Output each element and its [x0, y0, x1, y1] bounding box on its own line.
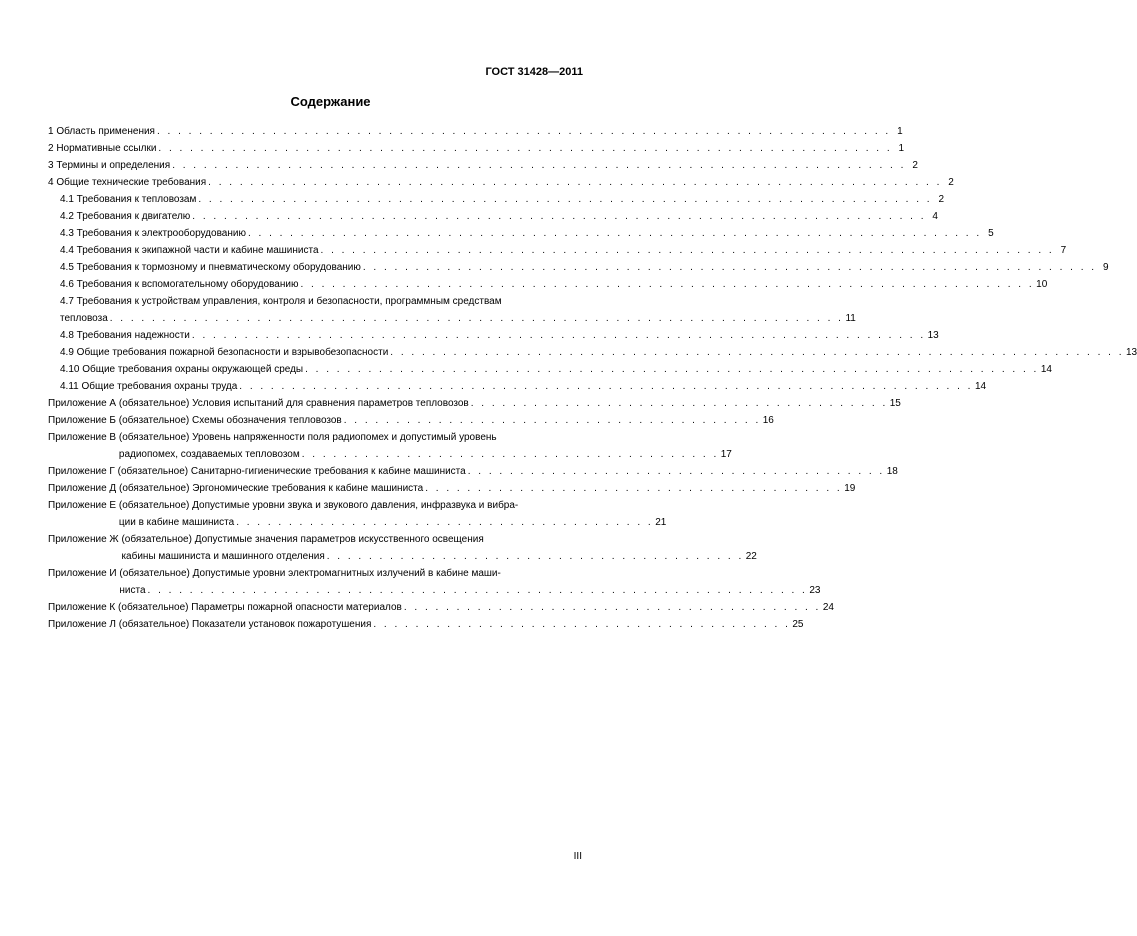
page-title: Содержание — [290, 94, 371, 109]
toc-entry-text: 4.3 Требования к электрооборудованию — [60, 228, 246, 239]
toc-page-number: 21 — [655, 517, 667, 528]
toc-entry-text: 4.11 Общие требования охраны труда — [60, 381, 238, 392]
toc-entry-text: 4 Общие технические требования — [48, 177, 207, 188]
toc-entry-text: 4.2 Требования к двигателю — [60, 211, 191, 222]
toc-page-number: 4 — [932, 211, 938, 222]
toc-page-number: 24 — [822, 602, 834, 613]
toc-page-number: 25 — [792, 619, 804, 630]
appendix-title: (обязательное) Схемы обозначения тепловозов — [118, 415, 342, 426]
appendix-label: Приложение Е — [48, 500, 117, 511]
appendix-title-continuation: ции в кабине машиниста — [118, 517, 235, 528]
table-of-contents: 1 Область применения . . . . . . . . . . . . . . . . . . . . . . . . . . . . . . . . . . . . . . . . . . . . . . . . . . . . . . . . . . . . . . . . . . . . . . 1 2 Нормативные ссылки . . . . . . . . . . . . . . . . . . . . . . . . . . . . . . . . . . . . . . . . . . . . . . . . . . . . . . . . . . . . . . . . . . . . . . 1 3 Термины и определения . . . . . . . . . . . . . . . . . . . . . . . . . . . . . . . . . . . . . . . . . . . . . . . . . . . . . . . . . . . . . . . . . . . . . . 2 4 Общие технические требования . . . . . . . . . . . . . . . . . . . . . . . . . . . . . . . . . . . . . . . . . . . . . . . . . . . . . . . . . . . . . . . . . . . . . . 2 4.1 Требования к тепловозам . . . . . . . . . . . . . . . . . . . . . . . . . . . . . . . . . . . . . . . . . . . . . . . . . . . . . . . . . . . . . . . . . . . . . . 2 4.2 Требования к двигателю . . . . . . . . . . . . . . . . . . . . . . . . . . . . . . . . . . . . . . . . . . . . . . . . . . . . . . . . . . . . . . . . . . . . . . 4 4.3 Требования к электрооборудованию . . . . . . . . . . . . . . . . . . . . . . . . . . . . . . . . . . . . . . . . . . . . . . . . . . . . . . . . . . . . . . . . . . . . . . 5 4.4 Требования к экипажной части и кабине машиниста . . . . . . . . . . . . . . . . . . . . . . . . . . . . . . . . . . . . . . . . . . . . . . . . . . . . . . . . . . . . . . . . . . . . . . 7 4.5 Требования к тормозному и пневматическому оборудованию . . . . . . . . . . . . . . . . . . . . . . . . . . . . . . . . . . . . . . . . . . . . . . . . . . . . . . . . . . . . . . . . . . . . . . 9 4.6 Требования к вспомогательному оборудованию . . . . . . . . . . . . . . . . . . . . . . . . . . . . . . . . . . . . . . . . . . . . . . . . . . . . . . . . . . . . . . . . . . . . . . 10 4.7 Требования к устройствам управления, контроля и безопасности, программным средствам тепловоза . . . . . . . . . . . . . . . . . . . . . . . . . . . . . . . . . . . . . . . . . . . . . . . . . . . . . . . . . . . . . . . . . . . . . . 11 4.8 Требования надежности . . . . . . . . . . . . . . . . . . . . . . . . . . . . . . . . . . . . . . . . . . . . . . . . . . . . . . . . . . . . . . . . . . . . . . 13 4.9 Общие требования пожарной безопасности и взрывобезопасности . . . . . . . . . . . . . . . . . . . . . . . . . . . . . . . . . . . . . . . . . . . . . . . . . . . . . . . . . . . . . . . . . . . . . . 13 4.10 Общие требования охраны окружающей среды . . . . . . . . . . . . . . . . . . . . . . . . . . . . . . . . . . . . . . . . . . . . . . . . . . . . . . . . . . . . . . . . . . . . . . 14 4.11 Общие требования охраны труда . . . . . . . . . . . . . . . . . . . . . . . . . . . . . . . . . . . . . . . . . . . . . . . . . . . . . . . . . . . . . . . . . . . . . . 14 Приложение А (обязательное) Условия испытаний для сравнения параметров тепловозов . . . . . . . . . . . . . . . . . . . . . . . . . . . . . . . . . . . . . . . . 15 Приложение Б (обязательное) Схемы обозначения тепловозов . . . . . . . . . . . . . . . . . . . . . . . . . . . . . . . . . . . . . . . . 16 Приложение В (обязательное) Уровень напряженности поля радиопомех и допустимый уровень радиопомех, создаваемых тепловозом . . . . . . . . . . . . . . . . . . . . . . . . . . . . . . . . . . . . . . . . 17 Приложение Г (обязательное) Санитарно-гигиенические требования к кабине машиниста . . . . . . . . . . . . . . . . . . . . . . . . . . . . . . . . . . . . . . . . 18 Приложение Д (обязательное) Эргономические требования к кабине машиниста . . . . . . . . . . . . . . . . . . . . . . . . . . . . . . . . . . . . . . . . 19 Приложение Е (обязательное) Допустимые уровни звука и звукового давления, инфразвука и вибра- ции в кабине машиниста . . . . . . . . . . . . . . . . . . . . . . . . . . . . . . . . . . . . . . . . 21 Приложение Ж (обязательное) Допустимые значения параметров искусственного освещения кабины машиниста и машинного отделения . . . . . . . . . . . . . . . . . . . . . . . . . . . . . . . . . . . . . . . . 22 Приложение И (обязательное) Допустимые уровни электромагнитных излучений в кабине маши- ниста . . . . . . . . . . . . . . . . . . . . . . . . . . . . . . . . . . . . . . . . . . . . . . . . . . . . . . . . . . . . . . . 23 Приложение К (обязательное) Параметры пожарной опасности материалов . . . . . . . . . . . . . . . . . . . . . . . . . . . . . . . . . . . . . . . . 24 Приложение Л (обязательное) Показатели установок пожаротушения . . . . . . . . . . . . . . . . . . . . . . . . . . . . . . . . . . . . . . . . 25 — [48, 123, 582, 633]
appendix-label: Приложение И — [48, 568, 117, 579]
toc-page-number: 16 — [762, 415, 774, 426]
appendix-title: (обязательное) Параметры пожарной опасности материалов — [118, 602, 402, 613]
appendix-title: (обязательное) Уровень напряженности поля радиопомех и допустимый уровень — [118, 432, 497, 443]
toc-entry-text: 4.1 Требования к тепловозам — [60, 194, 197, 205]
page-number: III — [573, 851, 582, 862]
toc-page-number: 14 — [974, 381, 987, 392]
appendix-title-continuation: ниста — [119, 585, 146, 596]
toc-page-number: 17 — [720, 449, 732, 460]
toc-page-number: 11 — [845, 313, 856, 324]
appendix-title: (обязательное) Допустимые уровни электромагнитных излучений в кабине маши- — [119, 568, 501, 579]
toc-entry-text: 4.8 Требования надежности — [60, 330, 190, 341]
appendix-title: (обязательное) Санитарно-гигиенические требования к кабине машиниста — [117, 466, 466, 477]
appendix-label: Приложение Л — [48, 619, 116, 630]
toc-entry-text: 3 Термины и определения — [48, 160, 171, 171]
toc-entry-text: 4.6 Требования к вспомогательному оборудованию — [60, 279, 299, 290]
toc-page-number: 2 — [948, 177, 954, 188]
toc-page-number: 23 — [809, 585, 821, 596]
toc-entry-text: 4.10 Общие требования охраны окружающей среды — [60, 364, 304, 375]
toc-page-number: 2 — [912, 160, 918, 171]
toc-page-number: 13 — [927, 330, 939, 341]
toc-page-number: 19 — [844, 483, 856, 494]
appendix-title-continuation: радиопомех, создаваемых тепловозом — [118, 449, 300, 460]
appendix-title: (обязательное) Условия испытаний для сравнения параметров тепловозов — [118, 398, 469, 409]
toc-page-number: 5 — [988, 228, 994, 239]
appendix-label: Приложение К — [48, 602, 116, 613]
toc-page-number: 18 — [886, 466, 898, 477]
toc-entry-text: 4.5 Требования к тормозному и пневматическому оборудованию — [60, 262, 361, 273]
toc-entry-text: 1 Область применения — [48, 126, 155, 137]
appendix-label: Приложение Д — [48, 483, 117, 494]
toc-entry-text: 4.7 Требования к устройствам управления, контроля и безопасности, программным средствам — [60, 296, 502, 307]
toc-page-number: 1 — [898, 143, 905, 154]
appendix-label: Приложение А — [48, 398, 117, 409]
toc-entry-continuation: тепловоза — [60, 313, 108, 324]
appendix-label: Приложение Ж — [48, 534, 119, 545]
toc-page-number: 2 — [938, 194, 945, 205]
appendix-title: (обязательное) Допустимые уровни звука и звукового давления, инфразвука и вибра- — [118, 500, 519, 511]
toc-page-number: 15 — [889, 398, 901, 409]
toc-page-number: 10 — [1036, 279, 1048, 290]
toc-page-number: 7 — [1060, 245, 1067, 256]
toc-entry-text: 4.9 Общие требования пожарной безопасности и взрывобезопасности — [60, 347, 389, 358]
appendix-title: (обязательное) Показатели установок пожаротушения — [118, 619, 372, 630]
toc-page-number: 22 — [745, 551, 757, 562]
appendix-title: (обязательное) Эргономические требования к кабине машиниста — [118, 483, 424, 494]
toc-page-number: 14 — [1040, 364, 1052, 375]
appendix-title-continuation: кабины машиниста и машинного отделения — [121, 551, 325, 562]
toc-entry-text: 2 Нормативные ссылки — [48, 143, 157, 154]
toc-page-number: 9 — [1102, 262, 1109, 273]
toc-page-number: 1 — [897, 126, 903, 137]
appendix-label: Приложение Г — [48, 466, 115, 477]
toc-page-number: 13 — [1125, 347, 1137, 358]
standard-number: ГОСТ 31428—2011 — [485, 66, 583, 78]
appendix-label: Приложение В — [48, 432, 117, 443]
appendix-title: (обязательное) Допустимые значения параметров искусственного освещения — [121, 534, 484, 545]
toc-entry-text: 4.4 Требования к экипажной части и кабине машиниста — [60, 245, 319, 256]
appendix-label: Приложение Б — [48, 415, 116, 426]
